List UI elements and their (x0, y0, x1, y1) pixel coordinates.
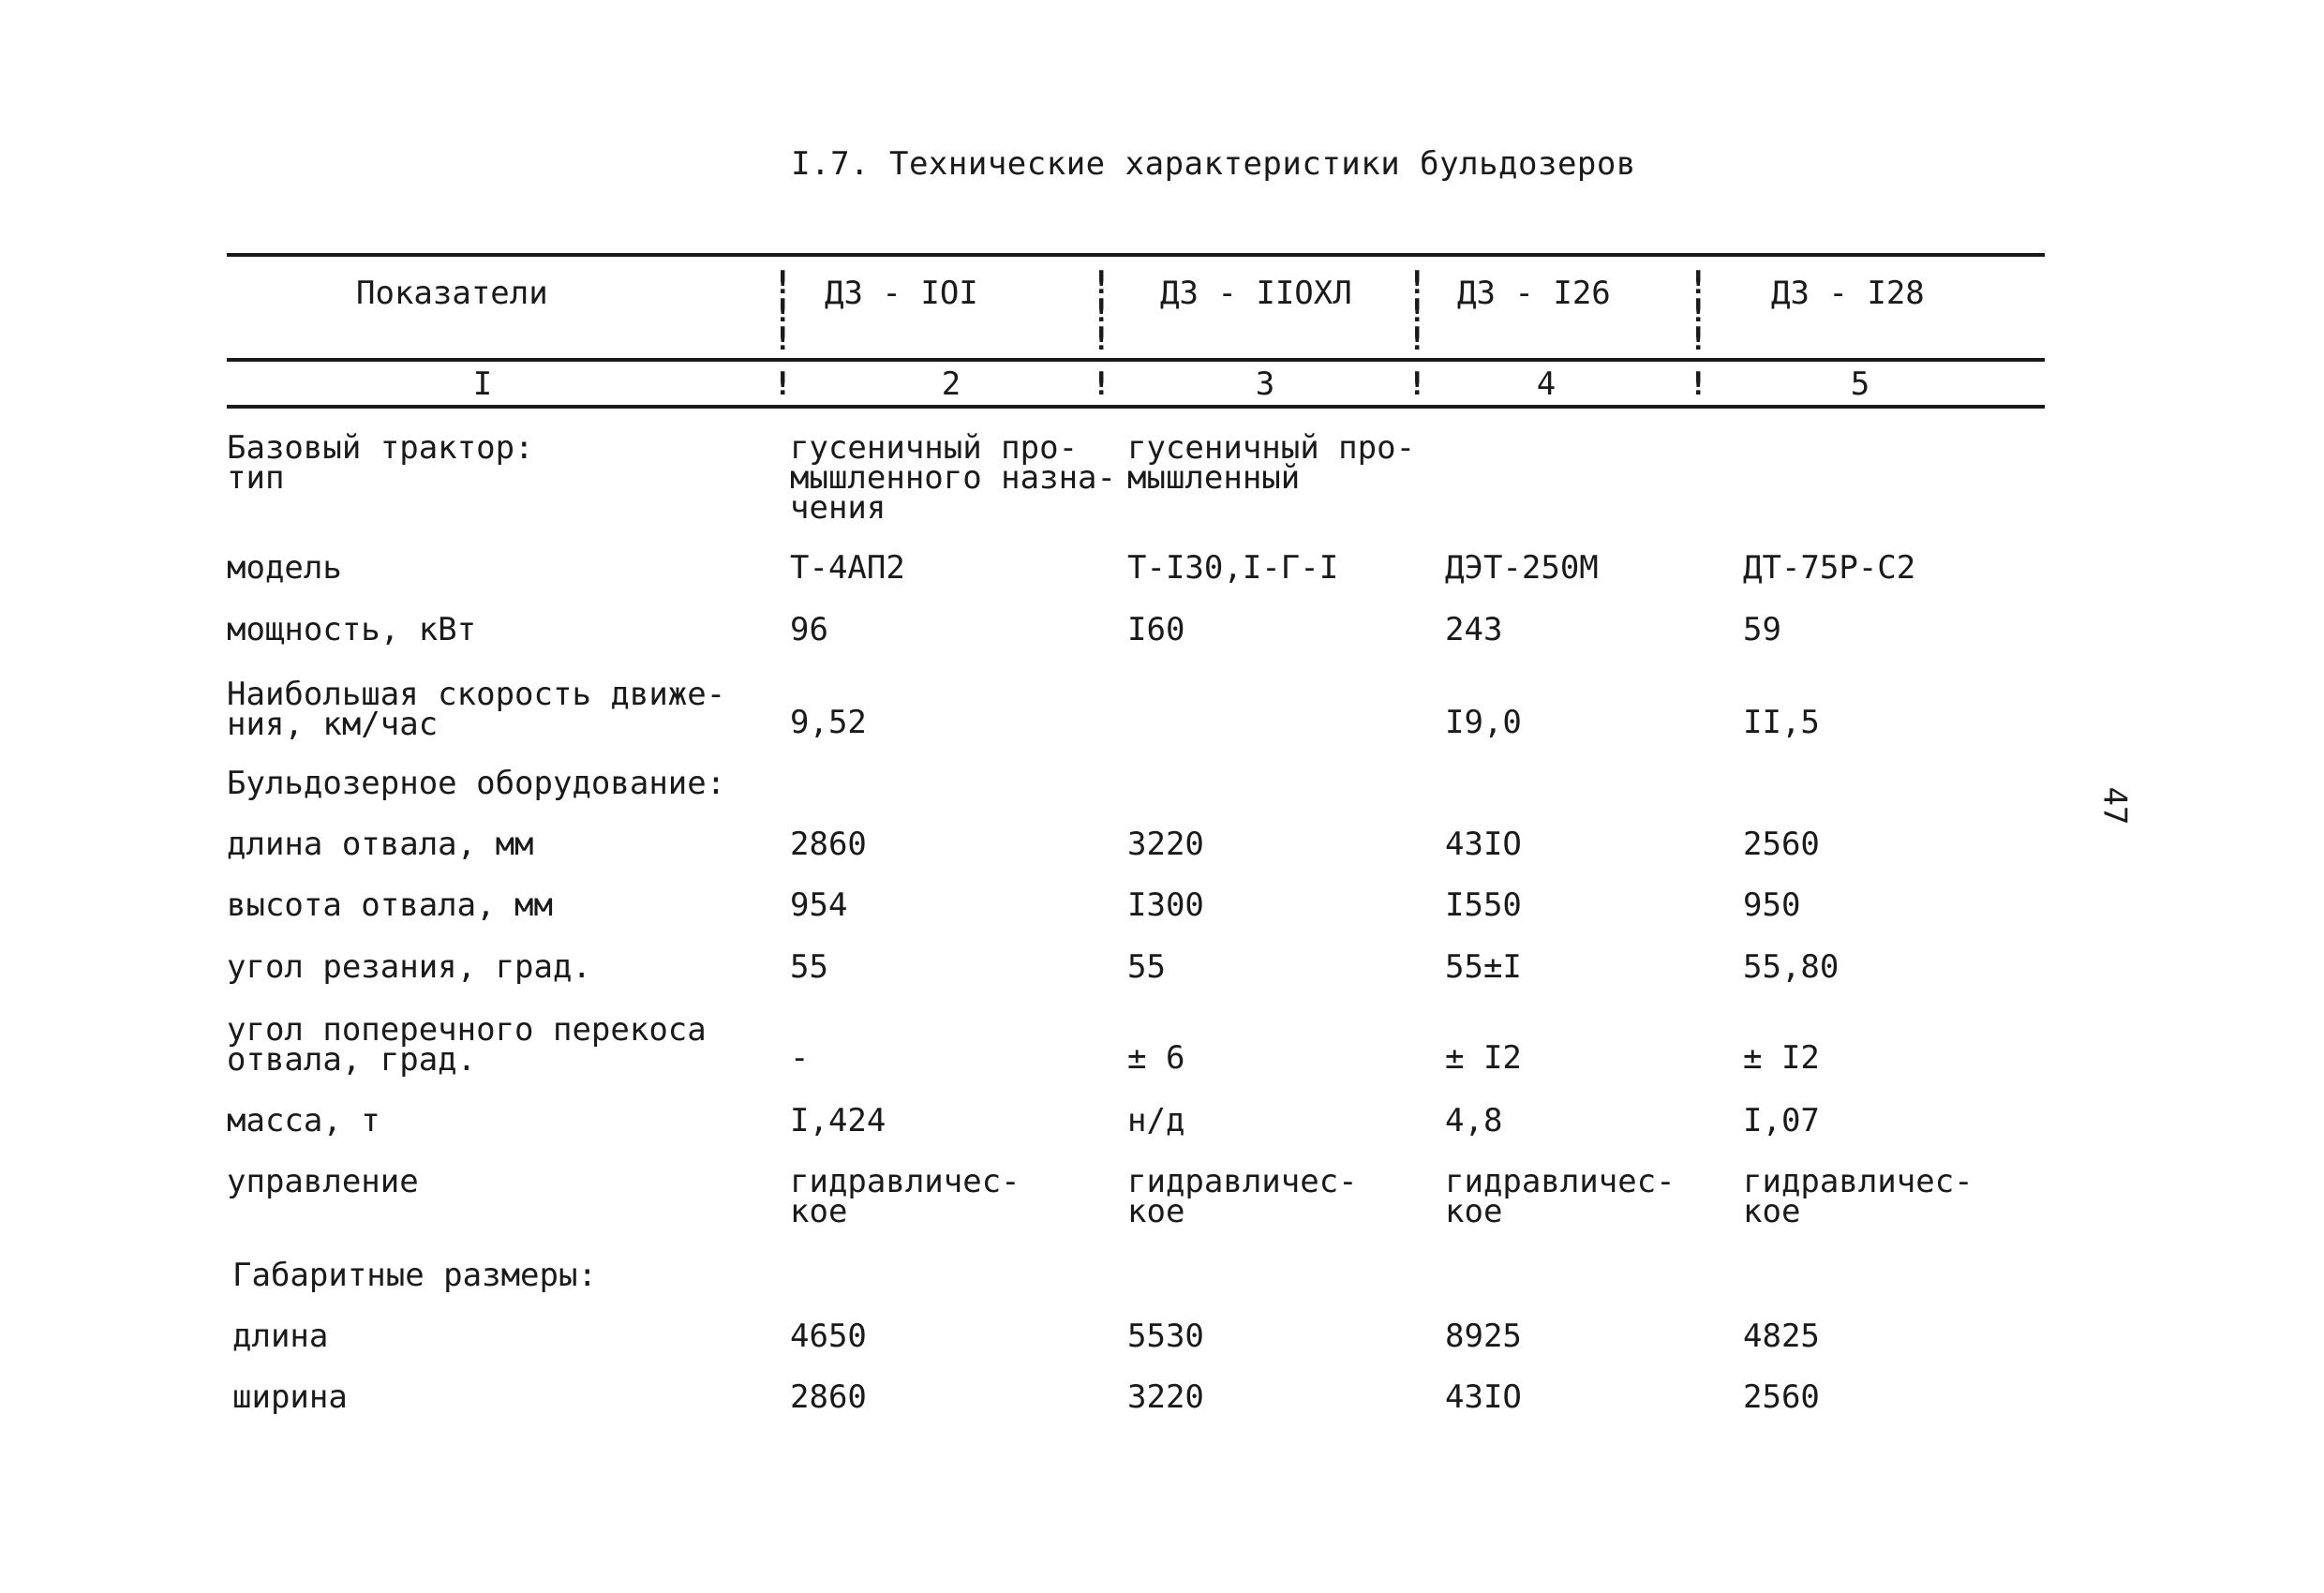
row-label-max-speed: Наибольшая скорость движе- ния, км/час (227, 676, 726, 743)
row-label-control: управление (227, 1163, 419, 1200)
cell-skew-angle-dz101: - (790, 1039, 810, 1077)
column-number-4: 4 (1536, 365, 1557, 403)
cell-model-dz128: ДТ-75Р-С2 (1743, 549, 1916, 587)
cell-blade-length-dz110: 3220 (1127, 826, 1204, 863)
table-top-rule (227, 253, 2045, 257)
header-separator: ! (1408, 292, 1427, 330)
row-label-mass: масса, т (227, 1102, 380, 1139)
cell-skew-angle-dz128: ± I2 (1743, 1039, 1820, 1077)
header-separator: ! (1092, 292, 1111, 330)
row-label-overall-dimensions: Габаритные размеры: (232, 1257, 597, 1294)
number-separator: ! (773, 365, 793, 403)
cell-power-dz110: I60 (1127, 611, 1185, 648)
cell-length-dz110: 5530 (1127, 1318, 1204, 1355)
header-separator: ! (1408, 264, 1427, 302)
header-separator: ! (1092, 320, 1111, 358)
cell-width-dz126: 43IO (1445, 1378, 1522, 1416)
page-number: 47 (2095, 786, 2134, 826)
cell-mass-dz101: I,424 (790, 1102, 886, 1139)
cell-mass-dz110: н/д (1127, 1102, 1185, 1139)
column-number-1: I (472, 365, 493, 403)
page-title: I.7. Технические характеристики бульдозеров (791, 145, 1636, 183)
header-col1: Показатели (356, 275, 548, 312)
cell-skew-angle-dz110: ± 6 (1127, 1039, 1185, 1077)
cell-skew-angle-dz126: ± I2 (1445, 1039, 1522, 1077)
column-number-2: 2 (941, 365, 961, 403)
cell-type-dz101: гусеничный про- мышленного назна- чения (790, 429, 1116, 527)
numbers-bottom-rule (227, 405, 2045, 409)
number-separator: ! (1092, 365, 1111, 403)
cell-power-dz128: 59 (1743, 611, 1781, 648)
cell-length-dz128: 4825 (1743, 1318, 1820, 1355)
number-separator: ! (1689, 365, 1708, 403)
cell-blade-length-dz128: 2560 (1743, 826, 1820, 863)
header-separator: ! (1408, 320, 1427, 358)
cell-blade-length-dz101: 2860 (790, 826, 867, 863)
header-separator: ! (773, 320, 793, 358)
cell-power-dz101: 96 (790, 611, 828, 648)
cell-cutting-angle-dz101: 55 (790, 948, 828, 986)
header-separator: ! (1689, 320, 1708, 358)
header-col4: ДЗ - I26 (1457, 275, 1611, 312)
column-number-3: 3 (1255, 365, 1275, 403)
cell-length-dz101: 4650 (790, 1318, 867, 1355)
header-bottom-rule (227, 358, 2045, 362)
header-col5: ДЗ - I28 (1771, 275, 1925, 312)
row-label-blade-height: высота отвала, мм (227, 886, 553, 924)
cell-model-dz101: Т-4АП2 (790, 549, 905, 587)
number-separator: ! (1408, 365, 1427, 403)
header-col3: ДЗ - IIOХЛ (1160, 275, 1352, 312)
cell-blade-height-dz128: 950 (1743, 886, 1801, 924)
cell-blade-length-dz126: 43IO (1445, 826, 1522, 863)
cell-control-dz101: гидравличес- кое (790, 1163, 1020, 1230)
cell-control-dz110: гидравличес- кое (1127, 1163, 1358, 1230)
row-label-model: модель (227, 549, 342, 587)
row-label-cutting-angle: угол резания, град. (227, 948, 591, 986)
row-label-base-tractor: Базовый трактор: тип (227, 429, 534, 497)
header-separator: ! (773, 264, 793, 302)
cell-speed-dz126: I9,0 (1445, 704, 1522, 741)
row-label-power: мощность, кВт (227, 611, 477, 648)
cell-speed-dz128: II,5 (1743, 704, 1820, 741)
header-separator: ! (1689, 292, 1708, 330)
cell-mass-dz126: 4,8 (1445, 1102, 1503, 1139)
cell-mass-dz128: I,07 (1743, 1102, 1820, 1139)
cell-blade-height-dz110: I300 (1127, 886, 1204, 924)
cell-control-dz126: гидравличес- кое (1445, 1163, 1676, 1230)
cell-cutting-angle-dz126: 55±I (1445, 948, 1522, 986)
cell-model-dz126: ДЭТ-250М (1445, 549, 1599, 587)
cell-type-dz110: гусеничный про- мышленный (1127, 429, 1416, 497)
header-separator: ! (1092, 264, 1111, 302)
cell-control-dz128: гидравличес- кое (1743, 1163, 1974, 1230)
cell-length-dz126: 8925 (1445, 1318, 1522, 1355)
header-separator: ! (773, 292, 793, 330)
row-label-bulldozer-equipment: Бульдозерное оборудование: (227, 765, 726, 802)
column-number-5: 5 (1850, 365, 1870, 403)
header-col2: ДЗ - IOI (825, 275, 978, 312)
cell-speed-dz101: 9,52 (790, 704, 867, 741)
row-label-width: ширина (232, 1378, 348, 1416)
header-separator: ! (1689, 264, 1708, 302)
cell-model-dz110: Т-I30,I-Г-I (1127, 549, 1339, 587)
cell-blade-height-dz101: 954 (790, 886, 848, 924)
cell-width-dz110: 3220 (1127, 1378, 1204, 1416)
cell-width-dz128: 2560 (1743, 1378, 1820, 1416)
cell-cutting-angle-dz110: 55 (1127, 948, 1166, 986)
row-label-length: длина (232, 1318, 329, 1355)
cell-power-dz126: 243 (1445, 611, 1503, 648)
cell-width-dz101: 2860 (790, 1378, 867, 1416)
cell-cutting-angle-dz128: 55,80 (1743, 948, 1840, 986)
cell-blade-height-dz126: I550 (1445, 886, 1522, 924)
row-label-skew-angle: угол поперечного перекоса отвала, град. (227, 1011, 707, 1079)
row-label-blade-length: длина отвала, мм (227, 826, 534, 863)
